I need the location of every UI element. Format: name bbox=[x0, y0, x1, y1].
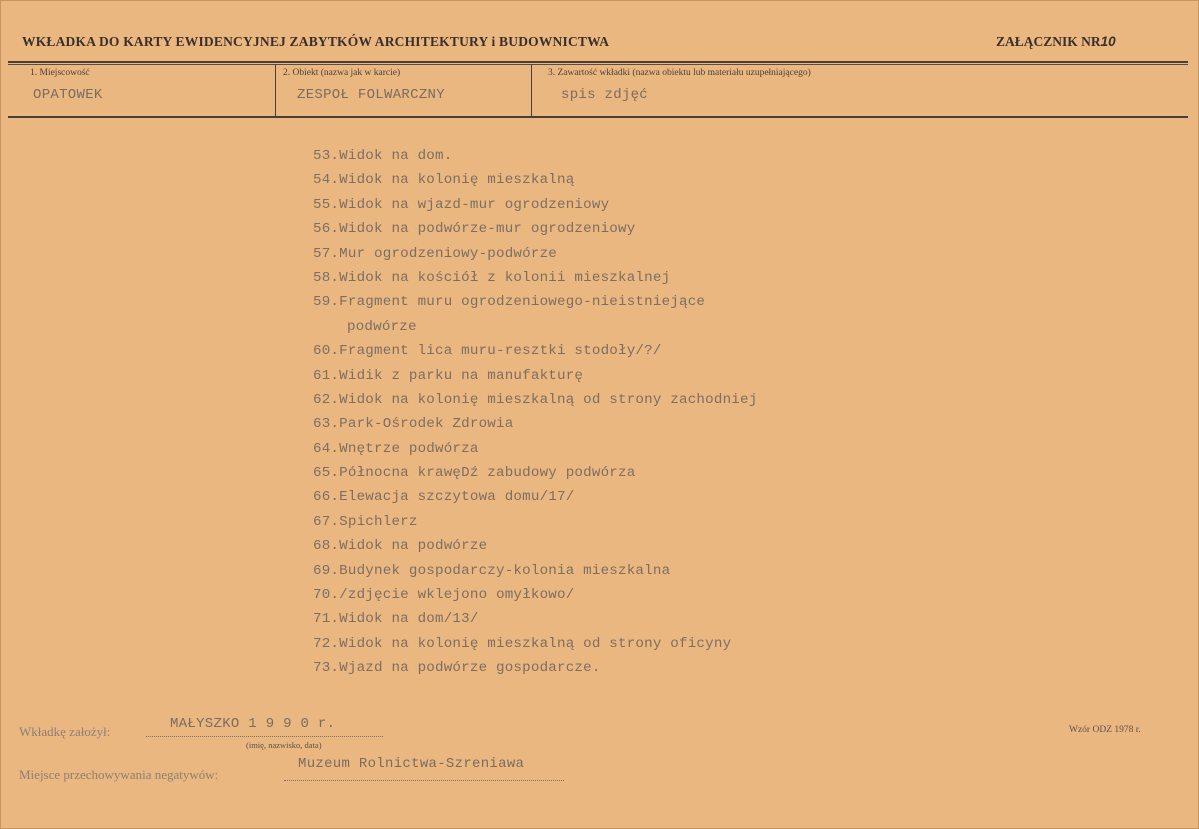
entry-text: podwórze bbox=[347, 318, 417, 335]
field-separator bbox=[531, 64, 532, 117]
annex-number bbox=[996, 34, 1116, 50]
header-divider-thin bbox=[8, 64, 1188, 65]
list-item bbox=[313, 485, 757, 509]
entry-number: 68. bbox=[313, 538, 340, 555]
list-item bbox=[313, 656, 757, 680]
entry-number: 70. bbox=[313, 587, 340, 604]
entry-text: Widok na kościół z kolonii mieszkalnej bbox=[339, 269, 671, 286]
content-label: 3. Zawartość wkładki (nazwa obiektu lub materiału uzupełniającego) bbox=[548, 68, 811, 78]
annex-label: ZAŁĄCZNIK NR bbox=[996, 34, 1101, 49]
entry-number: 65. bbox=[313, 465, 340, 482]
entry-text: Fragment muru ogrodzeniowego-nieistniejące bbox=[339, 294, 706, 311]
object-label: 2. Obiekt (nazwa jak w karcie) bbox=[283, 68, 401, 78]
entry-text: Spichlerz bbox=[339, 513, 418, 530]
list-item bbox=[313, 242, 757, 266]
entry-number: 67. bbox=[313, 513, 340, 530]
list-item bbox=[313, 315, 757, 339]
entry-number: 73. bbox=[313, 660, 340, 677]
entry-text: Widok na podwórze-mur ogrodzeniowy bbox=[339, 221, 636, 238]
list-item bbox=[313, 364, 757, 388]
content-value: spis zdjęć bbox=[561, 87, 649, 103]
storage-value: Muzeum Rolnictwa-Szreniawa bbox=[298, 756, 525, 772]
storage-line bbox=[284, 780, 564, 781]
entry-text: Widok na dom/13/ bbox=[339, 611, 479, 628]
list-item bbox=[313, 559, 757, 583]
entry-number: 69. bbox=[313, 562, 340, 579]
photo-list bbox=[313, 144, 757, 681]
entry-text: Widok na kolonię mieszkalną bbox=[339, 172, 575, 189]
entry-text: Wjazd na podwórze gospodarcze. bbox=[339, 660, 601, 677]
entry-number: 62. bbox=[313, 391, 340, 408]
list-item bbox=[313, 607, 757, 631]
entry-number: 54. bbox=[313, 172, 340, 189]
annex-value: 10 bbox=[1100, 34, 1116, 49]
entry-number: 60. bbox=[313, 343, 340, 360]
list-item bbox=[313, 339, 757, 363]
list-item bbox=[313, 217, 757, 241]
field-separator bbox=[275, 64, 276, 117]
author-line bbox=[146, 736, 383, 737]
list-item bbox=[313, 193, 757, 217]
entry-text: Wnętrze podwórza bbox=[339, 440, 479, 457]
entry-number: 59. bbox=[313, 294, 340, 311]
entry-text: Północna krawęDź zabudowy podwórza bbox=[339, 465, 636, 482]
entry-text: /zdjęcie wklejono omyłkowo/ bbox=[339, 587, 575, 604]
entry-number: 63. bbox=[313, 416, 340, 433]
list-item bbox=[313, 144, 757, 168]
fields-divider bbox=[8, 116, 1188, 118]
object-value: ZESPOŁ FOLWARCZNY bbox=[297, 87, 445, 103]
entry-text: Budynek gospodarczy-kolonia mieszkalna bbox=[339, 562, 671, 579]
entry-number: 56. bbox=[313, 221, 340, 238]
list-item bbox=[313, 388, 757, 412]
storage-label: Miejsce przechowywania negatywów: bbox=[19, 767, 219, 782]
entry-number: 57. bbox=[313, 245, 340, 262]
list-item bbox=[313, 266, 757, 290]
entry-text: Elewacja szczytowa domu/17/ bbox=[339, 489, 575, 506]
entry-text: Widok na wjazd-mur ogrodzeniowy bbox=[339, 196, 610, 213]
entry-text: Fragment lica muru-resztki stodoły/?/ bbox=[339, 343, 662, 360]
entry-number: 71. bbox=[313, 611, 340, 628]
entry-number: 58. bbox=[313, 269, 340, 286]
entry-text: Widok na kolonię mieszkalną od strony oficyny bbox=[339, 635, 732, 652]
locality-value: OPATOWEK bbox=[33, 87, 103, 103]
form-code: Wzór ODZ 1978 r. bbox=[1069, 725, 1141, 735]
list-item bbox=[313, 290, 757, 314]
author-sub: (imię, nazwisko, data) bbox=[246, 740, 322, 750]
header-divider bbox=[8, 61, 1188, 63]
author-value: MAŁYSZKO 1 9 9 0 r. bbox=[170, 716, 336, 732]
locality-label: 1. Miejscowość bbox=[30, 68, 90, 78]
entry-number: 66. bbox=[313, 489, 340, 506]
list-item bbox=[313, 461, 757, 485]
list-item bbox=[313, 412, 757, 436]
entry-number: 55. bbox=[313, 196, 340, 213]
entry-text: Widok na kolonię mieszkalną od strony zachodniej bbox=[339, 391, 758, 408]
entry-text: Park-Ośrodek Zdrowia bbox=[339, 416, 514, 433]
entry-text: Widik z parku na manufakturę bbox=[339, 367, 584, 384]
entry-text: Mur ogrodzeniowy-podwórze bbox=[339, 245, 558, 262]
card-title: WKŁADKA DO KARTY EWIDENCYJNEJ ZABYTKÓW ARCHITEKTURY i BUDOWNICTWA bbox=[22, 34, 610, 49]
author-label: Wkładkę założył: bbox=[19, 724, 111, 739]
entry-number: 53. bbox=[313, 148, 340, 164]
entry-text: Widok na dom. bbox=[339, 148, 453, 164]
entry-number: 61. bbox=[313, 367, 340, 384]
list-item bbox=[313, 534, 757, 558]
list-item bbox=[313, 583, 757, 607]
entry-number: 72. bbox=[313, 635, 340, 652]
entry-number: 64. bbox=[313, 440, 340, 457]
list-item bbox=[313, 632, 757, 656]
list-item bbox=[313, 168, 757, 192]
list-item bbox=[313, 510, 757, 534]
entry-text: Widok na podwórze bbox=[339, 538, 488, 555]
list-item bbox=[313, 437, 757, 461]
